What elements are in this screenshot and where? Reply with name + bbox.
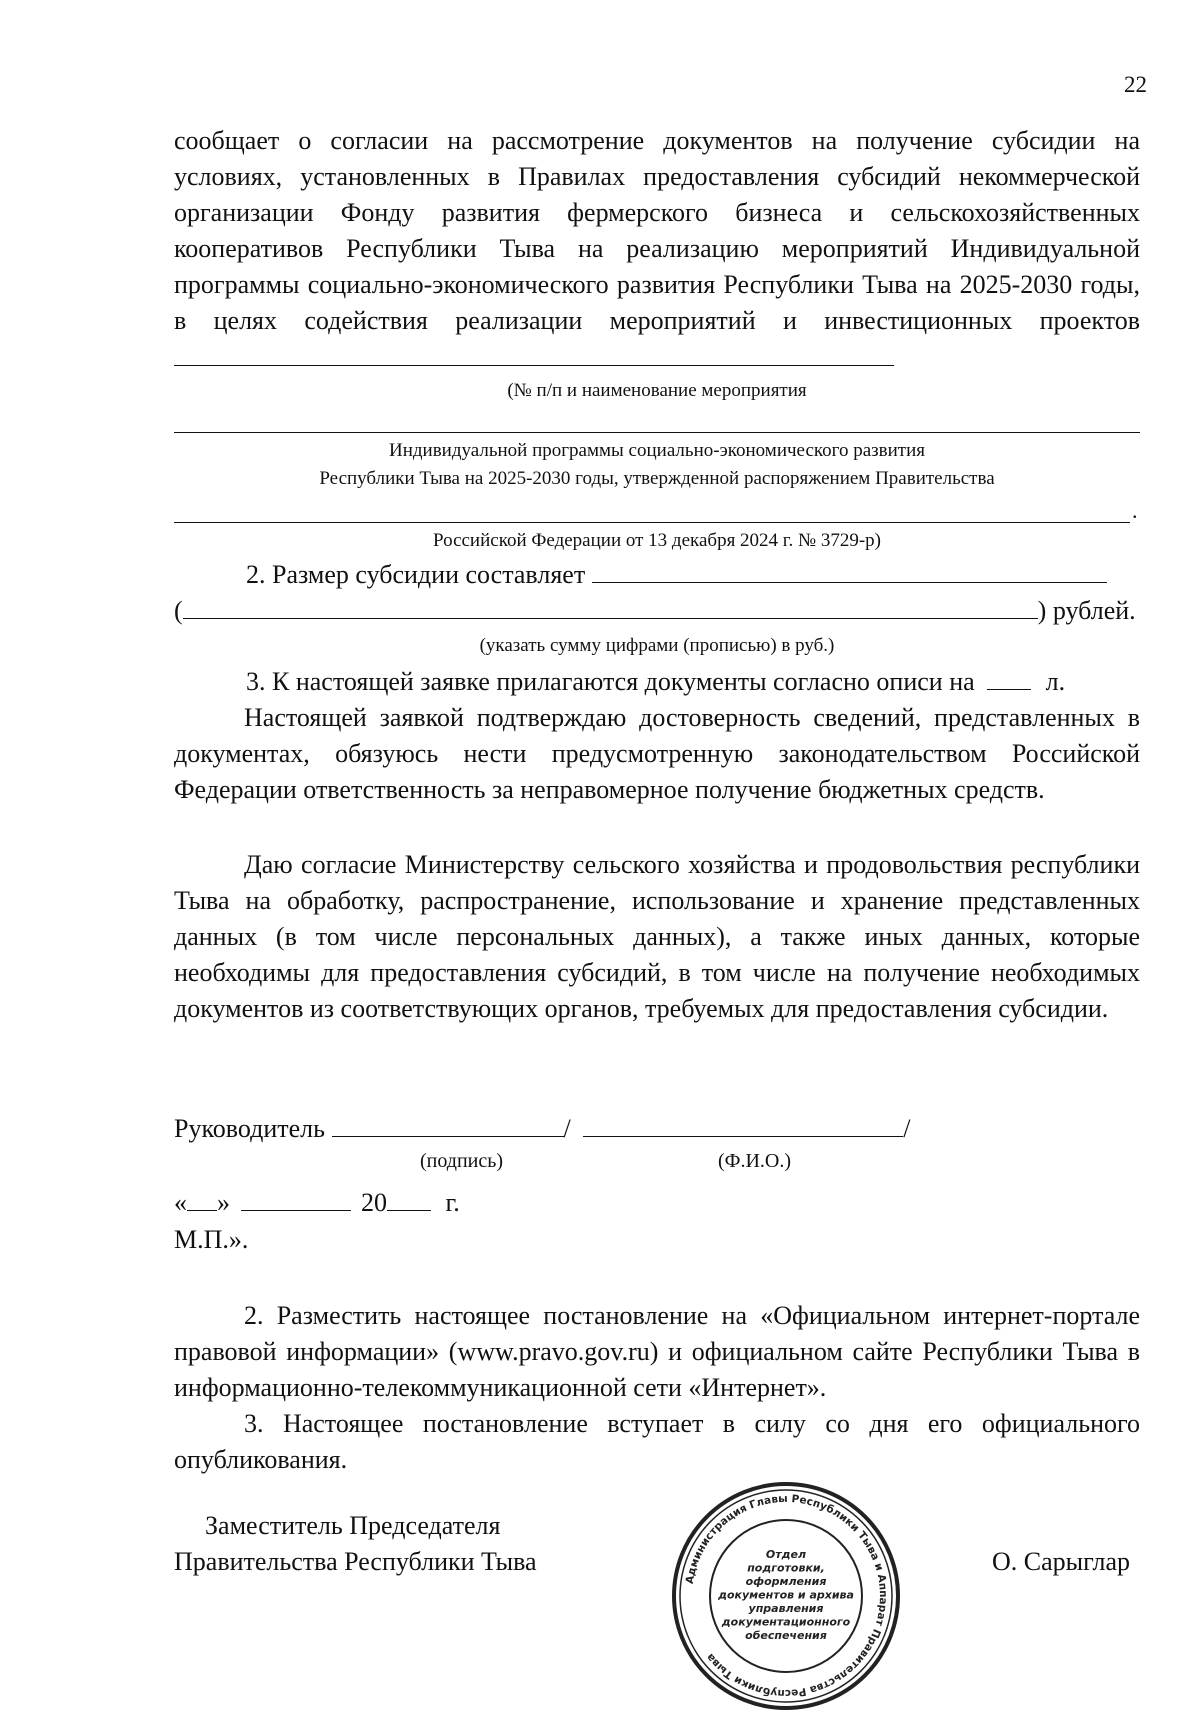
intro-text: сообщает о согласии на рассмотрение документов на получение субсидии на условиях, установленных в Правилах предоставления субсидий некоммерческой организации Фонду развития фермерского бизнеса и сельскохозяйственных кооперативов Республики Тыва на реализацию мероприятий Индивидуальной программы социально-экономического развития Республики Тыва на 2025-2030 годы, в целях содействия реализации мероприятий и инвестиционных проектов — [174, 126, 1140, 335]
pages-count-blank — [987, 663, 1031, 690]
rubles-label: ) рублей. — [1037, 596, 1136, 625]
subsidy-amount-blank — [592, 556, 1107, 583]
stamp-center-line: подготовки, — [747, 1561, 825, 1575]
signature-blank — [332, 1110, 564, 1137]
stamp-center-line: документов и архива — [718, 1588, 854, 1602]
event-blank-line — [174, 339, 894, 366]
year-blank — [387, 1184, 431, 1211]
item2-row — [246, 556, 1140, 593]
stamp-ring-text: Администрация Главы Республики Тыва и Аппарат Правительства Республики Тыва — [683, 1492, 890, 1700]
head-label: Руководитель — [174, 1114, 325, 1143]
caption-signature: (подпись) — [420, 1150, 504, 1172]
day-blank — [187, 1184, 217, 1211]
page-number: 22 — [1124, 72, 1147, 97]
item3-label: 3. К настоящей заявке прилагаются документы согласно описи на — [246, 667, 975, 696]
caption-program-line3: Российской Федерации от 13 декабря 2024 г. № 3729-р) — [433, 530, 881, 551]
slash-1: / — [563, 1114, 571, 1143]
stamp-center-line: документационного — [721, 1615, 851, 1629]
point3-paragraph: 3. Настоящее постановление вступает в силу со дня его официального опубликования. — [174, 1409, 1140, 1474]
seal-mark: М.П.». — [174, 1225, 249, 1254]
full-name-blank — [583, 1110, 903, 1137]
intro-paragraph — [174, 123, 1140, 376]
confirm-paragraph: Настоящей заявкой подтверждаю достоверность сведений, представленных в документах, обязуюсь нести предусмотренную законодательством Российской Федерации ответственность за неправомерное получение бюджетных средств. — [174, 703, 1140, 804]
period-mark: . — [1132, 498, 1138, 523]
caption-program-line2: Республики Тыва на 2025-2030 годы, утвержденной распоряжением Правительства — [319, 468, 995, 489]
intro-block — [174, 123, 1140, 376]
consent-paragraph: Даю согласие Министерству сельского хозяйства и продовольствия республики Тыва на обработку, распространение, использование и хранение представленных данных (в том числе персональных данных), а также иных данных, которые необходимы для предоставления субсидий, в том числе на получение необходимых документов из соответствующих органов, требуемых для предоставления субсидии. — [174, 850, 1140, 1023]
blank-line-3 — [174, 522, 1130, 523]
date-open-quote: « — [174, 1188, 187, 1217]
month-blank — [241, 1184, 351, 1211]
head-signature-row — [174, 1110, 1140, 1147]
caption-event-name: (№ п/п и наименование мероприятия — [507, 380, 807, 401]
amount-words-row — [174, 592, 1140, 629]
slash-2: / — [903, 1114, 911, 1143]
item3-row — [246, 663, 1140, 700]
date-row — [174, 1184, 774, 1221]
amount-words-blank — [183, 592, 1038, 619]
open-paren: ( — [174, 596, 183, 625]
signer-name: О. Сарыглар — [992, 1547, 1130, 1576]
point2-paragraph: 2. Разместить настоящее постановление на «Официальном интернет-портале правовой информации» (www.pravo.gov.ru) и официальном сайте Республики Тыва в информационно-телекоммуникационной сети «Интернет». — [174, 1301, 1140, 1402]
caption-amount-hint: (указать сумму цифрами (прописью) в руб.) — [479, 635, 835, 656]
caption-program-line1: Индивидуальной программы социально-экономического развития — [388, 440, 926, 461]
caption-full-name: (Ф.И.О.) — [718, 1150, 792, 1172]
stamp-center-line: оформления — [745, 1575, 827, 1588]
signer-position-line2: Правительства Республики Тыва — [174, 1547, 537, 1576]
signer-position-line1: Заместитель Председателя — [205, 1511, 501, 1540]
year-prefix: 20 — [361, 1188, 387, 1217]
stamp-center-line: обеспечения — [745, 1629, 827, 1642]
pages-suffix: л. — [1045, 667, 1066, 696]
date-close-quote: » — [217, 1188, 230, 1217]
item2-label: 2. Размер субсидии составляет — [246, 560, 586, 589]
official-stamp — [670, 1480, 902, 1712]
blank-line-2 — [174, 432, 1140, 433]
year-suffix: г. — [445, 1188, 460, 1217]
stamp-center-line: управления — [748, 1602, 824, 1615]
stamp-center-line: Отдел — [765, 1548, 807, 1561]
